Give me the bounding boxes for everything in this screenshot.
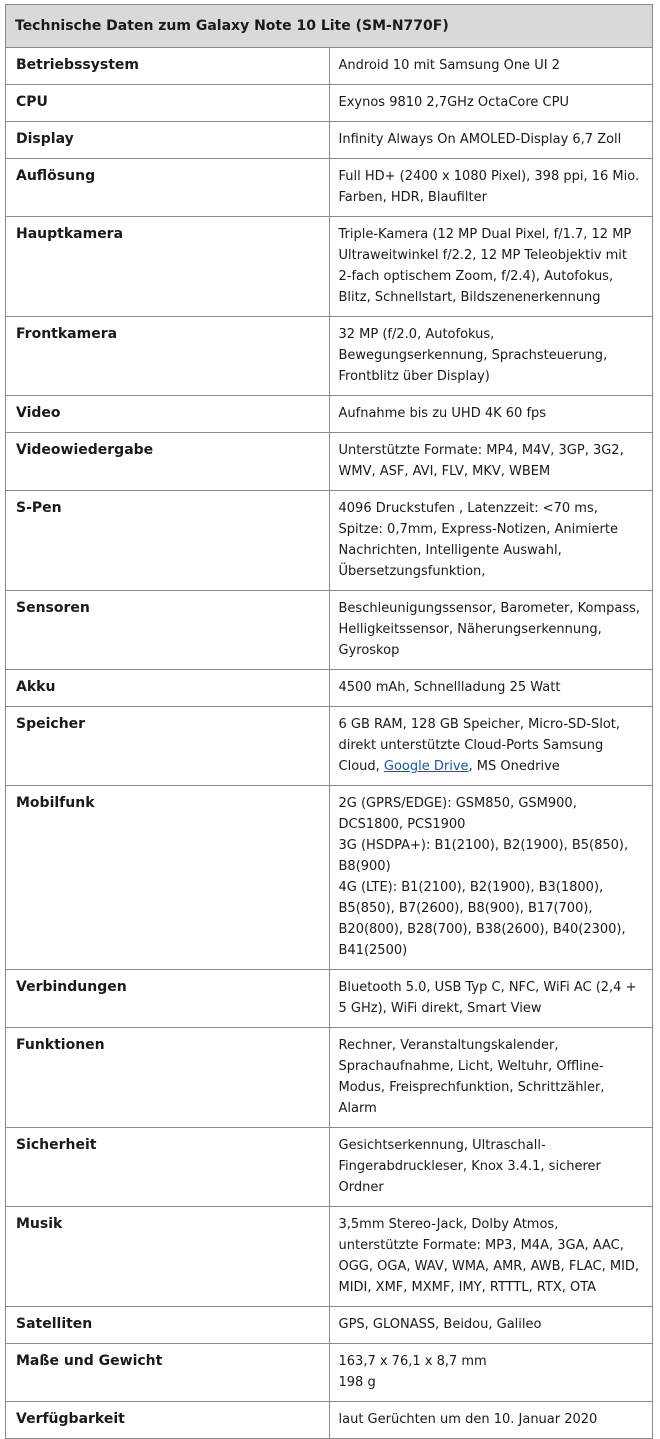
table-row (6, 786, 653, 970)
table-row (6, 85, 653, 122)
row-value (329, 707, 653, 786)
row-value: Aufnahme bis zu UHD 4K 60 fps (329, 396, 653, 433)
table-row (6, 396, 653, 433)
row-value: Infinity Always On AMOLED-Display 6,7 Zoll (329, 122, 653, 159)
row-value: 4096 Druckstufen , Latenzzeit: <70 ms, Spitze: 0,7mm, Express-Notizen, Animierte Nachrichten, Intelligente Auswahl, Übersetzungsfunktion, (329, 491, 653, 591)
spec-table (5, 4, 653, 1439)
row-label: Video (6, 396, 330, 433)
row-value: 3,5mm Stereo-Jack, Dolby Atmos, unterstützte Formate: MP3, M4A, 3GA, AAC, OGG, OGA, WAV, WMA, AMR, AWB, FLAC, MID, MIDI, XMF, MXMF, IMY, RTTTL, RTX, OTA (329, 1207, 653, 1307)
row-label: Betriebssystem (6, 48, 330, 85)
row-label: Frontkamera (6, 317, 330, 396)
row-label: Sicherheit (6, 1128, 330, 1207)
row-label: Sensoren (6, 591, 330, 670)
row-label: Funktionen (6, 1028, 330, 1128)
table-row (6, 433, 653, 491)
row-label: Musik (6, 1207, 330, 1307)
table-header-row (6, 5, 653, 48)
table-row (6, 707, 653, 786)
row-value: Beschleunigungssensor, Barometer, Kompass, Helligkeitssensor, Näherungserkennung, Gyroskop (329, 591, 653, 670)
row-value: Triple-Kamera (12 MP Dual Pixel, f/1.7, 12 MP Ultraweitwinkel f/2.2, 12 MP Teleobjektiv mit 2-fach optischem Zoom, f/2.4), Autofokus, Blitz, Schnellstart, Bildszenenerkennung (329, 217, 653, 317)
row-value: Bluetooth 5.0, USB Typ C, NFC, WiFi AC (2,4 + 5 GHz), WiFi direkt, Smart View (329, 970, 653, 1028)
row-value: 2G (GPRS/EDGE): GSM850, GSM900, DCS1800, PCS1900 3G (HSDPA+): B1(2100), B2(1900), B5(850), B8(900) 4G (LTE): B1(2100), B2(1900), B3(1800), B5(850), B7(2600), B8(900), B17(700), B20(800), B28(700), B38(2600), B40(2300), B41(2500) (329, 786, 653, 970)
table-row (6, 217, 653, 317)
table-row (6, 591, 653, 670)
table-row (6, 491, 653, 591)
row-value: 4500 mAh, Schnellladung 25 Watt (329, 670, 653, 707)
row-label: Verbindungen (6, 970, 330, 1028)
row-value: Rechner, Veranstaltungskalender, Sprachaufnahme, Licht, Weltuhr, Offline-Modus, Freisprechfunktion, Schrittzähler, Alarm (329, 1028, 653, 1128)
row-label: Auflösung (6, 159, 330, 217)
google-drive-link[interactable]: Google Drive (383, 759, 469, 774)
row-label: Speicher (6, 707, 330, 786)
table-row (6, 317, 653, 396)
row-label: Verfügbarkeit (6, 1402, 330, 1439)
table-row (6, 48, 653, 85)
row-value: Exynos 9810 2,7GHz OctaCore CPU (329, 85, 653, 122)
row-value-text: , MS Onedrive (468, 759, 560, 774)
table-row (6, 159, 653, 217)
row-value: Gesichtserkennung, Ultraschall-Fingerabdruckleser, Knox 3.4.1, sicherer Ordner (329, 1128, 653, 1207)
table-row (6, 970, 653, 1028)
row-value: laut Gerüchten um den 10. Januar 2020 (329, 1402, 653, 1439)
table-title: Technische Daten zum Galaxy Note 10 Lite (SM-N770F) (6, 5, 653, 48)
table-row (6, 670, 653, 707)
table-row (6, 1344, 653, 1402)
row-value: Unterstützte Formate: MP4, M4V, 3GP, 3G2, WMV, ASF, AVI, FLV, MKV, WBEM (329, 433, 653, 491)
row-value: 163,7 x 76,1 x 8,7 mm 198 g (329, 1344, 653, 1402)
row-value-text: 6 GB RAM, 128 GB Speicher, Micro-SD-Slot, direkt unterstützte Cloud-Ports Samsung Cloud, (338, 717, 621, 774)
table-row (6, 1402, 653, 1439)
row-value: GPS, GLONASS, Beidou, Galileo (329, 1307, 653, 1344)
table-row (6, 1307, 653, 1344)
row-label: Display (6, 122, 330, 159)
spec-table-container (5, 4, 653, 1439)
row-label: Akku (6, 670, 330, 707)
row-label: Satelliten (6, 1307, 330, 1344)
row-value: Full HD+ (2400 x 1080 Pixel), 398 ppi, 16 Mio. Farben, HDR, Blaufilter (329, 159, 653, 217)
row-value: 32 MP (f/2.0, Autofokus, Bewegungserkennung, Sprachsteuerung, Frontblitz über Display) (329, 317, 653, 396)
row-label: S-Pen (6, 491, 330, 591)
row-label: Videowiedergabe (6, 433, 330, 491)
table-row (6, 1128, 653, 1207)
row-label: CPU (6, 85, 330, 122)
table-row (6, 1207, 653, 1307)
row-label: Maße und Gewicht (6, 1344, 330, 1402)
row-value: Android 10 mit Samsung One UI 2 (329, 48, 653, 85)
row-label: Mobilfunk (6, 786, 330, 970)
table-row (6, 122, 653, 159)
table-row (6, 1028, 653, 1128)
row-label: Hauptkamera (6, 217, 330, 317)
